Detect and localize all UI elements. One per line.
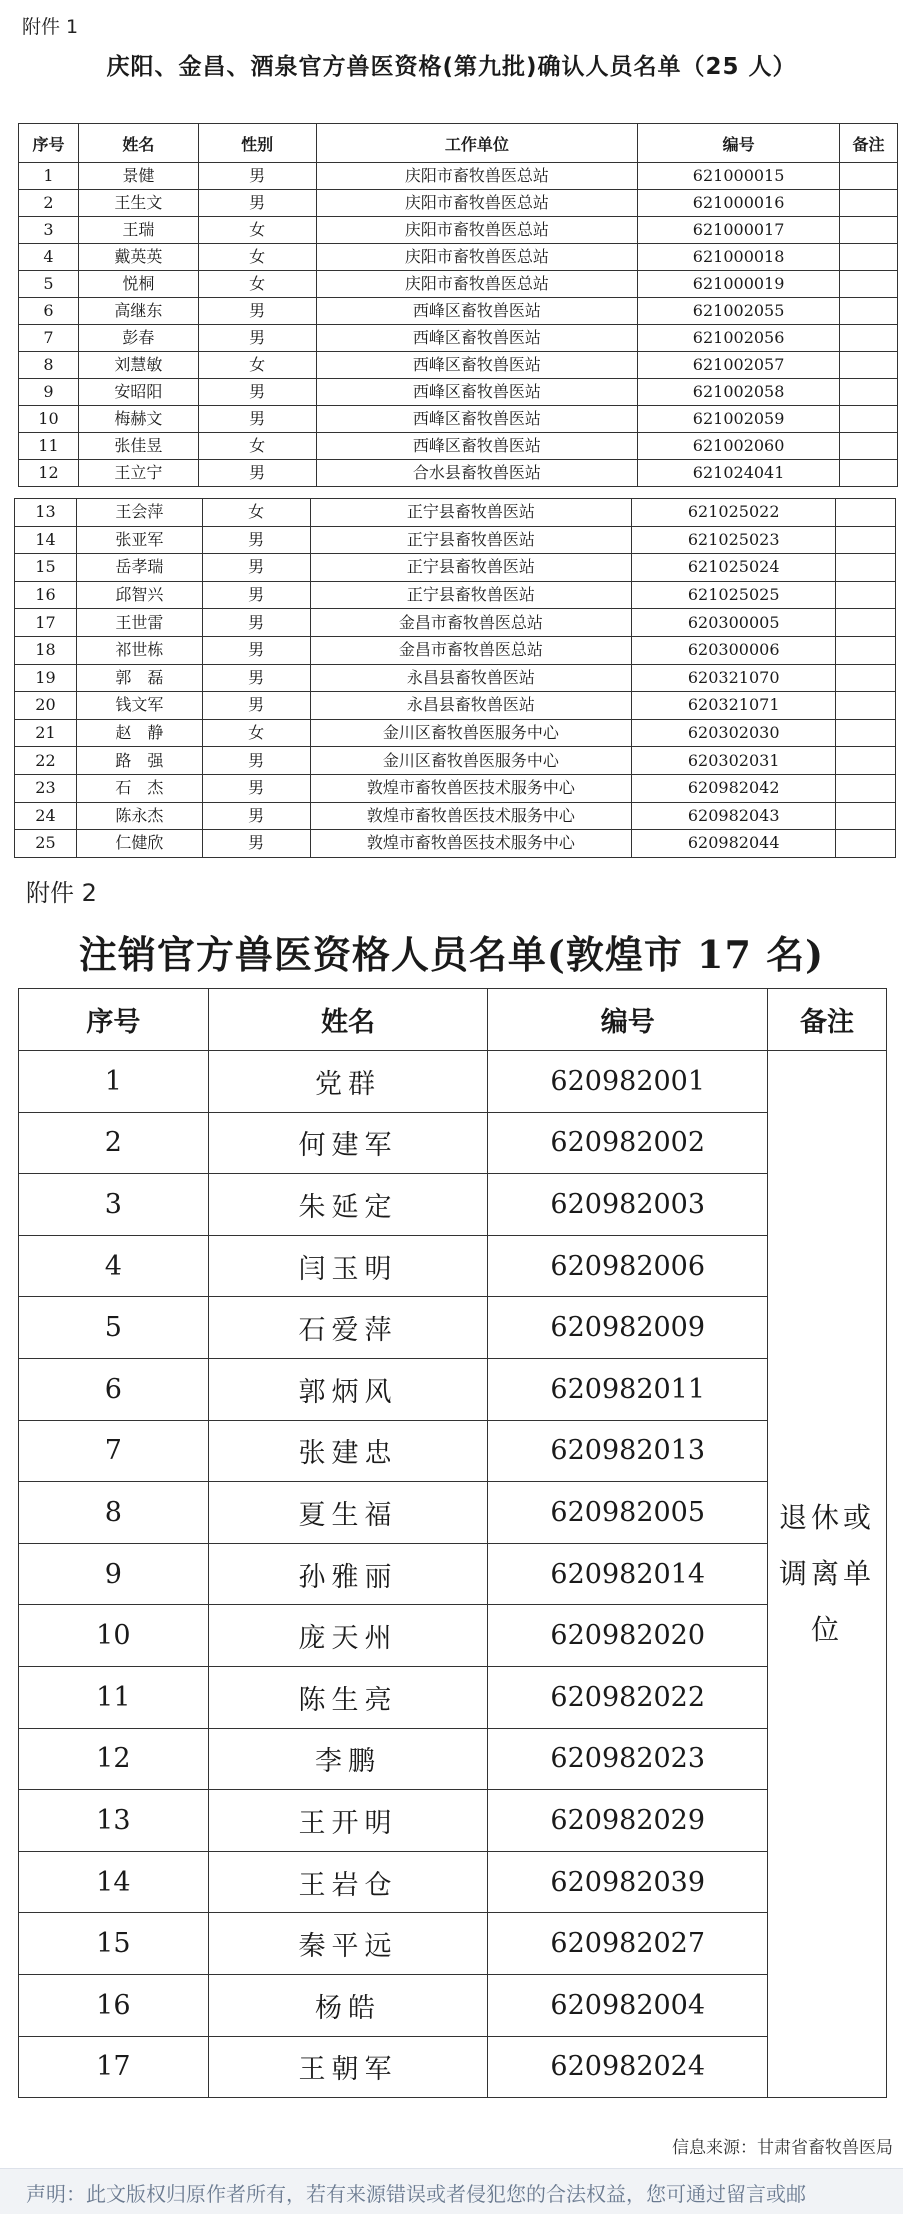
cell-workplace: 庆阳市畜牧兽医总站 — [316, 163, 638, 190]
cell-gender: 女 — [202, 719, 310, 747]
cell-index: 17 — [19, 2036, 209, 2098]
table-row — [19, 1790, 887, 1852]
cell-remark — [840, 190, 898, 217]
cell-id: 621002055 — [638, 298, 840, 325]
cell-index: 4 — [19, 244, 79, 271]
table-row — [19, 1913, 887, 1975]
confirmed-personnel-table — [18, 123, 898, 487]
cell-index: 14 — [19, 1851, 209, 1913]
table-row — [15, 802, 896, 830]
cell-gender: 女 — [202, 499, 310, 527]
cell-name: 悦桐 — [78, 271, 198, 298]
cell-remark — [836, 636, 896, 664]
cell-gender: 男 — [198, 406, 316, 433]
cell-name: 孙雅丽 — [208, 1543, 488, 1605]
cell-name: 何建军 — [208, 1112, 488, 1174]
cell-id: 620982014 — [488, 1543, 768, 1605]
table-row — [19, 1297, 887, 1359]
cell-name: 郭炳风 — [208, 1358, 488, 1420]
table-header-row — [19, 989, 887, 1051]
cell-id: 620982013 — [488, 1420, 768, 1482]
cell-id: 620982023 — [488, 1728, 768, 1790]
table-row — [15, 747, 896, 775]
cell-name: 王立宁 — [78, 460, 198, 487]
cell-name: 石 杰 — [76, 774, 202, 802]
cell-name: 王瑞 — [78, 217, 198, 244]
cell-id: 621002059 — [638, 406, 840, 433]
cell-index: 3 — [19, 217, 79, 244]
cell-name: 秦平远 — [208, 1913, 488, 1975]
table-row — [19, 217, 898, 244]
header-id: 编号 — [638, 124, 840, 163]
attachment2-title: 注销官方兽医资格人员名单(敦煌市 17 名) — [78, 932, 825, 977]
cell-workplace: 庆阳市畜牧兽医总站 — [316, 190, 638, 217]
revoked-personnel-table — [18, 988, 887, 2098]
cell-workplace: 西峰区畜牧兽医站 — [316, 406, 638, 433]
cell-remark — [836, 692, 896, 720]
cell-id: 620982003 — [488, 1174, 768, 1236]
cell-gender: 男 — [202, 664, 310, 692]
cell-name: 戴英英 — [78, 244, 198, 271]
cell-remark — [840, 352, 898, 379]
cell-workplace: 正宁县畜牧兽医站 — [310, 581, 632, 609]
table-row — [19, 433, 898, 460]
cell-id: 620982027 — [488, 1913, 768, 1975]
cell-workplace: 合水县畜牧兽医站 — [316, 460, 638, 487]
cell-id: 620982002 — [488, 1112, 768, 1174]
cell-name: 陈永杰 — [76, 802, 202, 830]
cell-index: 9 — [19, 379, 79, 406]
header-gender: 性别 — [198, 124, 316, 163]
table-row — [15, 609, 896, 637]
cell-id: 620982004 — [488, 1974, 768, 2036]
cell-index: 1 — [19, 163, 79, 190]
cell-workplace: 西峰区畜牧兽医站 — [316, 379, 638, 406]
table-row — [15, 526, 896, 554]
cell-index: 15 — [19, 1913, 209, 1975]
confirmed-personnel-table-continued — [14, 498, 896, 858]
cell-remark — [836, 499, 896, 527]
cell-name: 邱智兴 — [76, 581, 202, 609]
cell-remark — [840, 406, 898, 433]
cell-index: 20 — [15, 692, 77, 720]
cell-name: 安昭阳 — [78, 379, 198, 406]
info-source: 信息来源：甘肃省畜牧兽医局 — [672, 2138, 893, 2158]
cell-gender: 男 — [202, 692, 310, 720]
cell-gender: 男 — [202, 526, 310, 554]
cell-id: 621024041 — [638, 460, 840, 487]
cell-index: 2 — [19, 1112, 209, 1174]
cell-remark — [836, 554, 896, 582]
table-row — [19, 1482, 887, 1544]
cell-gender: 男 — [198, 460, 316, 487]
cell-workplace: 金川区畜牧兽医服务中心 — [310, 719, 632, 747]
table-row — [19, 1420, 887, 1482]
cell-id: 621025022 — [632, 499, 836, 527]
cell-gender: 男 — [198, 325, 316, 352]
cell-workplace: 正宁县畜牧兽医站 — [310, 499, 632, 527]
cell-index: 13 — [19, 1790, 209, 1852]
cell-gender: 男 — [202, 609, 310, 637]
cell-name: 仁健欣 — [76, 830, 202, 858]
cell-index: 11 — [19, 1666, 209, 1728]
cell-workplace: 敦煌市畜牧兽医技术服务中心 — [310, 830, 632, 858]
table-row — [15, 830, 896, 858]
cell-index: 3 — [19, 1174, 209, 1236]
cell-index: 21 — [15, 719, 77, 747]
cell-workplace: 西峰区畜牧兽医站 — [316, 433, 638, 460]
cell-id: 620982042 — [632, 774, 836, 802]
cell-remark — [836, 774, 896, 802]
cell-remark — [836, 830, 896, 858]
cell-id: 620982029 — [488, 1790, 768, 1852]
table-row — [19, 379, 898, 406]
header-remark: 备注 — [840, 124, 898, 163]
table-row — [15, 636, 896, 664]
cell-name: 杨皓 — [208, 1974, 488, 2036]
cell-index: 17 — [15, 609, 77, 637]
cell-name: 王岩仓 — [208, 1851, 488, 1913]
cell-name: 梅赫文 — [78, 406, 198, 433]
cell-id: 620982001 — [488, 1051, 768, 1113]
cell-remark — [840, 379, 898, 406]
cell-index: 19 — [15, 664, 77, 692]
cell-id: 620982006 — [488, 1235, 768, 1297]
cell-remark — [836, 664, 896, 692]
cell-id: 620321071 — [632, 692, 836, 720]
cell-remark — [840, 433, 898, 460]
cell-workplace: 西峰区畜牧兽医站 — [316, 352, 638, 379]
cell-id: 620321070 — [632, 664, 836, 692]
cell-remark — [836, 609, 896, 637]
table-header-row — [19, 124, 898, 163]
cell-name: 王开明 — [208, 1790, 488, 1852]
table-row — [19, 1112, 887, 1174]
cell-name: 彭春 — [78, 325, 198, 352]
table-row — [15, 664, 896, 692]
cell-index: 13 — [15, 499, 77, 527]
cell-remark — [840, 325, 898, 352]
cell-index: 15 — [15, 554, 77, 582]
cell-remark — [836, 581, 896, 609]
cell-index: 8 — [19, 1482, 209, 1544]
cell-id: 621000016 — [638, 190, 840, 217]
cell-name: 夏生福 — [208, 1482, 488, 1544]
cell-name: 赵 静 — [76, 719, 202, 747]
table-row — [19, 352, 898, 379]
header-remark: 备注 — [768, 989, 887, 1051]
table-row — [19, 1051, 887, 1113]
table-row — [19, 460, 898, 487]
table-row — [19, 190, 898, 217]
table-row — [19, 1174, 887, 1236]
cell-workplace: 金昌市畜牧兽医总站 — [310, 609, 632, 637]
cell-remark — [836, 526, 896, 554]
cell-index: 8 — [19, 352, 79, 379]
cell-name: 张亚军 — [76, 526, 202, 554]
cell-gender: 男 — [202, 554, 310, 582]
cell-id: 620982020 — [488, 1605, 768, 1667]
cell-workplace: 西峰区畜牧兽医站 — [316, 325, 638, 352]
cell-index: 9 — [19, 1543, 209, 1605]
header-workplace: 工作单位 — [316, 124, 638, 163]
table-row — [19, 1728, 887, 1790]
table-row — [19, 244, 898, 271]
cell-remark — [840, 460, 898, 487]
cell-index: 16 — [19, 1974, 209, 2036]
cell-index: 6 — [19, 1358, 209, 1420]
attachment1-title: 庆阳、金昌、酒泉官方兽医资格(第九批)确认人员名单（25 人） — [106, 54, 797, 80]
cell-gender: 女 — [198, 217, 316, 244]
cell-remark — [840, 163, 898, 190]
cell-remark — [840, 271, 898, 298]
cell-index: 7 — [19, 325, 79, 352]
cell-index: 4 — [19, 1235, 209, 1297]
cell-id: 620982043 — [632, 802, 836, 830]
table-row — [19, 1543, 887, 1605]
table-row — [19, 163, 898, 190]
table-row — [15, 581, 896, 609]
cell-gender: 男 — [202, 636, 310, 664]
cell-id: 620982039 — [488, 1851, 768, 1913]
table-row — [19, 1358, 887, 1420]
cell-gender: 女 — [198, 244, 316, 271]
cell-id: 620982009 — [488, 1297, 768, 1359]
cell-id: 621002058 — [638, 379, 840, 406]
cell-workplace: 敦煌市畜牧兽医技术服务中心 — [310, 802, 632, 830]
attachment1-label: 附件 1 — [22, 16, 79, 38]
cell-remark — [836, 747, 896, 775]
cell-name: 张佳昱 — [78, 433, 198, 460]
cell-index: 16 — [15, 581, 77, 609]
cell-name: 石爱萍 — [208, 1297, 488, 1359]
table-row — [19, 2036, 887, 2098]
header-index: 序号 — [19, 124, 79, 163]
cell-workplace: 庆阳市畜牧兽医总站 — [316, 244, 638, 271]
cell-remark — [840, 298, 898, 325]
table-row — [19, 325, 898, 352]
cell-id: 620982005 — [488, 1482, 768, 1544]
table-row — [19, 1974, 887, 2036]
cell-id: 621002056 — [638, 325, 840, 352]
cell-id: 621000019 — [638, 271, 840, 298]
cell-index: 10 — [19, 406, 79, 433]
attachment2-label: 附件 2 — [26, 879, 97, 907]
cell-index: 23 — [15, 774, 77, 802]
table-row — [15, 499, 896, 527]
cell-index: 24 — [15, 802, 77, 830]
cell-name: 景健 — [78, 163, 198, 190]
header-name: 姓名 — [78, 124, 198, 163]
cell-index: 6 — [19, 298, 79, 325]
cell-id: 621002057 — [638, 352, 840, 379]
cell-name: 庞天州 — [208, 1605, 488, 1667]
cell-gender: 男 — [202, 747, 310, 775]
cell-id: 621000018 — [638, 244, 840, 271]
cell-id: 620982022 — [488, 1666, 768, 1728]
cell-name: 王朝军 — [208, 2036, 488, 2098]
cell-id: 621025024 — [632, 554, 836, 582]
cell-name: 朱延定 — [208, 1174, 488, 1236]
table-row — [19, 406, 898, 433]
cell-workplace: 正宁县畜牧兽医站 — [310, 526, 632, 554]
cell-index: 10 — [19, 1605, 209, 1667]
cell-index: 2 — [19, 190, 79, 217]
cell-gender: 男 — [198, 190, 316, 217]
table-row — [19, 1605, 887, 1667]
cell-remark: 退休或调离单位 — [768, 1051, 887, 2098]
cell-name: 王会萍 — [76, 499, 202, 527]
cell-workplace: 永昌县畜牧兽医站 — [310, 692, 632, 720]
cell-id: 621000017 — [638, 217, 840, 244]
table-row — [15, 774, 896, 802]
cell-name: 刘慧敏 — [78, 352, 198, 379]
cell-gender: 女 — [198, 433, 316, 460]
cell-index: 25 — [15, 830, 77, 858]
cell-name: 钱文军 — [76, 692, 202, 720]
header-name: 姓名 — [208, 989, 488, 1051]
cell-index: 12 — [19, 1728, 209, 1790]
table-row — [19, 1235, 887, 1297]
cell-workplace: 庆阳市畜牧兽医总站 — [316, 271, 638, 298]
cell-id: 620302030 — [632, 719, 836, 747]
cell-gender: 男 — [198, 298, 316, 325]
cell-name: 高继东 — [78, 298, 198, 325]
cell-workplace: 金川区畜牧兽医服务中心 — [310, 747, 632, 775]
cell-gender: 男 — [198, 163, 316, 190]
cell-workplace: 敦煌市畜牧兽医技术服务中心 — [310, 774, 632, 802]
cell-index: 22 — [15, 747, 77, 775]
cell-name: 祁世栋 — [76, 636, 202, 664]
table-row — [15, 554, 896, 582]
cell-id: 621025025 — [632, 581, 836, 609]
cell-index: 1 — [19, 1051, 209, 1113]
cell-remark — [836, 802, 896, 830]
cell-id: 620300006 — [632, 636, 836, 664]
cell-gender: 男 — [198, 379, 316, 406]
cell-workplace: 金昌市畜牧兽医总站 — [310, 636, 632, 664]
cell-name: 李鹏 — [208, 1728, 488, 1790]
cell-remark — [836, 719, 896, 747]
cell-id: 621002060 — [638, 433, 840, 460]
cell-name: 路 强 — [76, 747, 202, 775]
cell-index: 7 — [19, 1420, 209, 1482]
header-index: 序号 — [19, 989, 209, 1051]
cell-name: 岳孝瑞 — [76, 554, 202, 582]
cell-index: 18 — [15, 636, 77, 664]
cell-gender: 男 — [202, 830, 310, 858]
cell-id: 620302031 — [632, 747, 836, 775]
table-row — [19, 1851, 887, 1913]
cell-id: 621025023 — [632, 526, 836, 554]
cell-gender: 男 — [202, 581, 310, 609]
cell-id: 621000015 — [638, 163, 840, 190]
cell-gender: 男 — [202, 802, 310, 830]
cell-id: 620982044 — [632, 830, 836, 858]
cell-index: 12 — [19, 460, 79, 487]
cell-gender: 女 — [198, 271, 316, 298]
cell-index: 14 — [15, 526, 77, 554]
cell-name: 闫玉明 — [208, 1235, 488, 1297]
cell-gender: 男 — [202, 774, 310, 802]
cell-index: 5 — [19, 1297, 209, 1359]
cell-name: 张建忠 — [208, 1420, 488, 1482]
cell-workplace: 庆阳市畜牧兽医总站 — [316, 217, 638, 244]
cell-remark — [840, 244, 898, 271]
table-row — [15, 692, 896, 720]
table-row — [19, 298, 898, 325]
cell-id: 620982011 — [488, 1358, 768, 1420]
cell-name: 陈生亮 — [208, 1666, 488, 1728]
table-row — [19, 271, 898, 298]
cell-name: 党群 — [208, 1051, 488, 1113]
cell-name: 王生文 — [78, 190, 198, 217]
cell-index: 11 — [19, 433, 79, 460]
cell-id: 620982024 — [488, 2036, 768, 2098]
copyright-disclaimer: 声明：此文版权归原作者所有，若有来源错误或者侵犯您的合法权益，您可通过留言或邮 — [26, 2182, 806, 2206]
table-row — [15, 719, 896, 747]
cell-workplace: 正宁县畜牧兽医站 — [310, 554, 632, 582]
table-row — [19, 1666, 887, 1728]
cell-gender: 女 — [198, 352, 316, 379]
cell-workplace: 永昌县畜牧兽医站 — [310, 664, 632, 692]
cell-name: 王世雷 — [76, 609, 202, 637]
cell-id: 620300005 — [632, 609, 836, 637]
header-id: 编号 — [488, 989, 768, 1051]
cell-index: 5 — [19, 271, 79, 298]
cell-remark — [840, 217, 898, 244]
cell-workplace: 西峰区畜牧兽医站 — [316, 298, 638, 325]
cell-name: 郭 磊 — [76, 664, 202, 692]
